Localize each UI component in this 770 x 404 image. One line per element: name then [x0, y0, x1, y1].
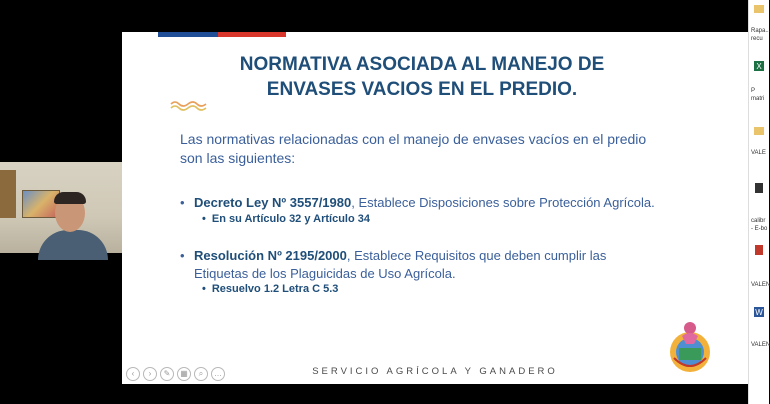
sub-bullet-dot-icon: •	[202, 283, 206, 295]
desktop-item-label: VALEN	[751, 282, 770, 288]
slide-title-line2: ENVASES VACIOS EN EL PREDIO.	[266, 79, 578, 100]
desktop-item-label2: recu	[751, 36, 763, 42]
svg-text:W: W	[755, 308, 763, 317]
sub-bullet-text: En su Artículo 32 y Artículo 34	[211, 213, 370, 225]
slide-footer: SERVICIO AGRÍCOLA Y GANADERO	[312, 366, 558, 377]
pdf-icon[interactable]	[753, 244, 765, 256]
slide-top-border	[122, 0, 748, 32]
slide-title	[122, 52, 722, 102]
screen-bottom-border	[122, 384, 748, 404]
next-slide-icon[interactable]: ›	[143, 367, 157, 381]
bullet-dot-icon: •	[180, 195, 185, 210]
desktop-item-label2: matri	[751, 96, 765, 102]
bullet-bold: Decreto Ley Nº 3557/1980	[194, 195, 352, 210]
webcam-shelf	[0, 170, 16, 218]
bullet-text: , Establece Disposiciones sobre Protección Agrícola.	[351, 195, 655, 210]
desktop-icons-panel	[748, 0, 769, 404]
sub-bullet-decreto	[202, 213, 370, 225]
webcam-participant-video[interactable]	[0, 162, 122, 253]
decorative-wave-icon	[170, 100, 208, 112]
word-icon[interactable]	[753, 306, 765, 318]
intro-text	[180, 130, 680, 168]
previous-slide-icon[interactable]: ‹	[126, 367, 140, 381]
slides-grid-icon[interactable]: ▦	[177, 367, 191, 381]
desktop-item-label: VALE	[751, 150, 766, 156]
zoom-icon[interactable]: ⌕	[194, 367, 208, 381]
accent-bar-red	[218, 32, 286, 37]
svg-text:X: X	[756, 62, 762, 71]
desktop-item-label: P	[751, 88, 756, 94]
desktop-item-label: Rapa...	[751, 28, 770, 34]
pen-icon[interactable]: ✎	[160, 367, 174, 381]
video-call-sidebar	[0, 0, 122, 404]
desktop-item-label: VALEN	[751, 342, 770, 348]
sub-bullet-resolucion	[202, 283, 338, 295]
webcam-person-hair	[54, 192, 86, 204]
bullet-item-resolucion	[180, 247, 700, 283]
accent-bar-blue	[158, 32, 218, 37]
sag-logo-icon	[664, 318, 716, 374]
folder-icon[interactable]	[753, 2, 765, 14]
sub-bullet-dot-icon: •	[202, 213, 206, 225]
intro-line1: Las normativas relacionadas con el manejo de envases vacíos en el predio	[180, 131, 647, 147]
slide-title-line1: NORMATIVA ASOCIADA AL MANEJO DE	[239, 54, 605, 75]
sub-bullet-text: Resuelvo 1.2 Letra C 5.3	[211, 283, 339, 295]
bullet-bold: Resolución Nº 2195/2000	[194, 248, 347, 263]
desktop-item-label2: - E-bo	[751, 226, 768, 232]
bullet-dot-icon: •	[180, 248, 185, 263]
bullet-text: , Establece Requisitos que deben cumplir las	[346, 248, 607, 263]
folder-icon[interactable]	[753, 124, 765, 136]
bullet-text-line2: Etiquetas de los Plaguicidas de Uso Agrícola.	[194, 266, 456, 281]
ebook-icon[interactable]	[753, 182, 765, 194]
presentation-slide	[122, 0, 748, 384]
desktop-item-label: calibr	[751, 218, 766, 224]
bullet-item-decreto	[180, 194, 700, 212]
excel-icon[interactable]	[753, 60, 765, 72]
more-options-icon[interactable]: …	[211, 367, 225, 381]
intro-line2: son las siguientes:	[180, 150, 296, 166]
